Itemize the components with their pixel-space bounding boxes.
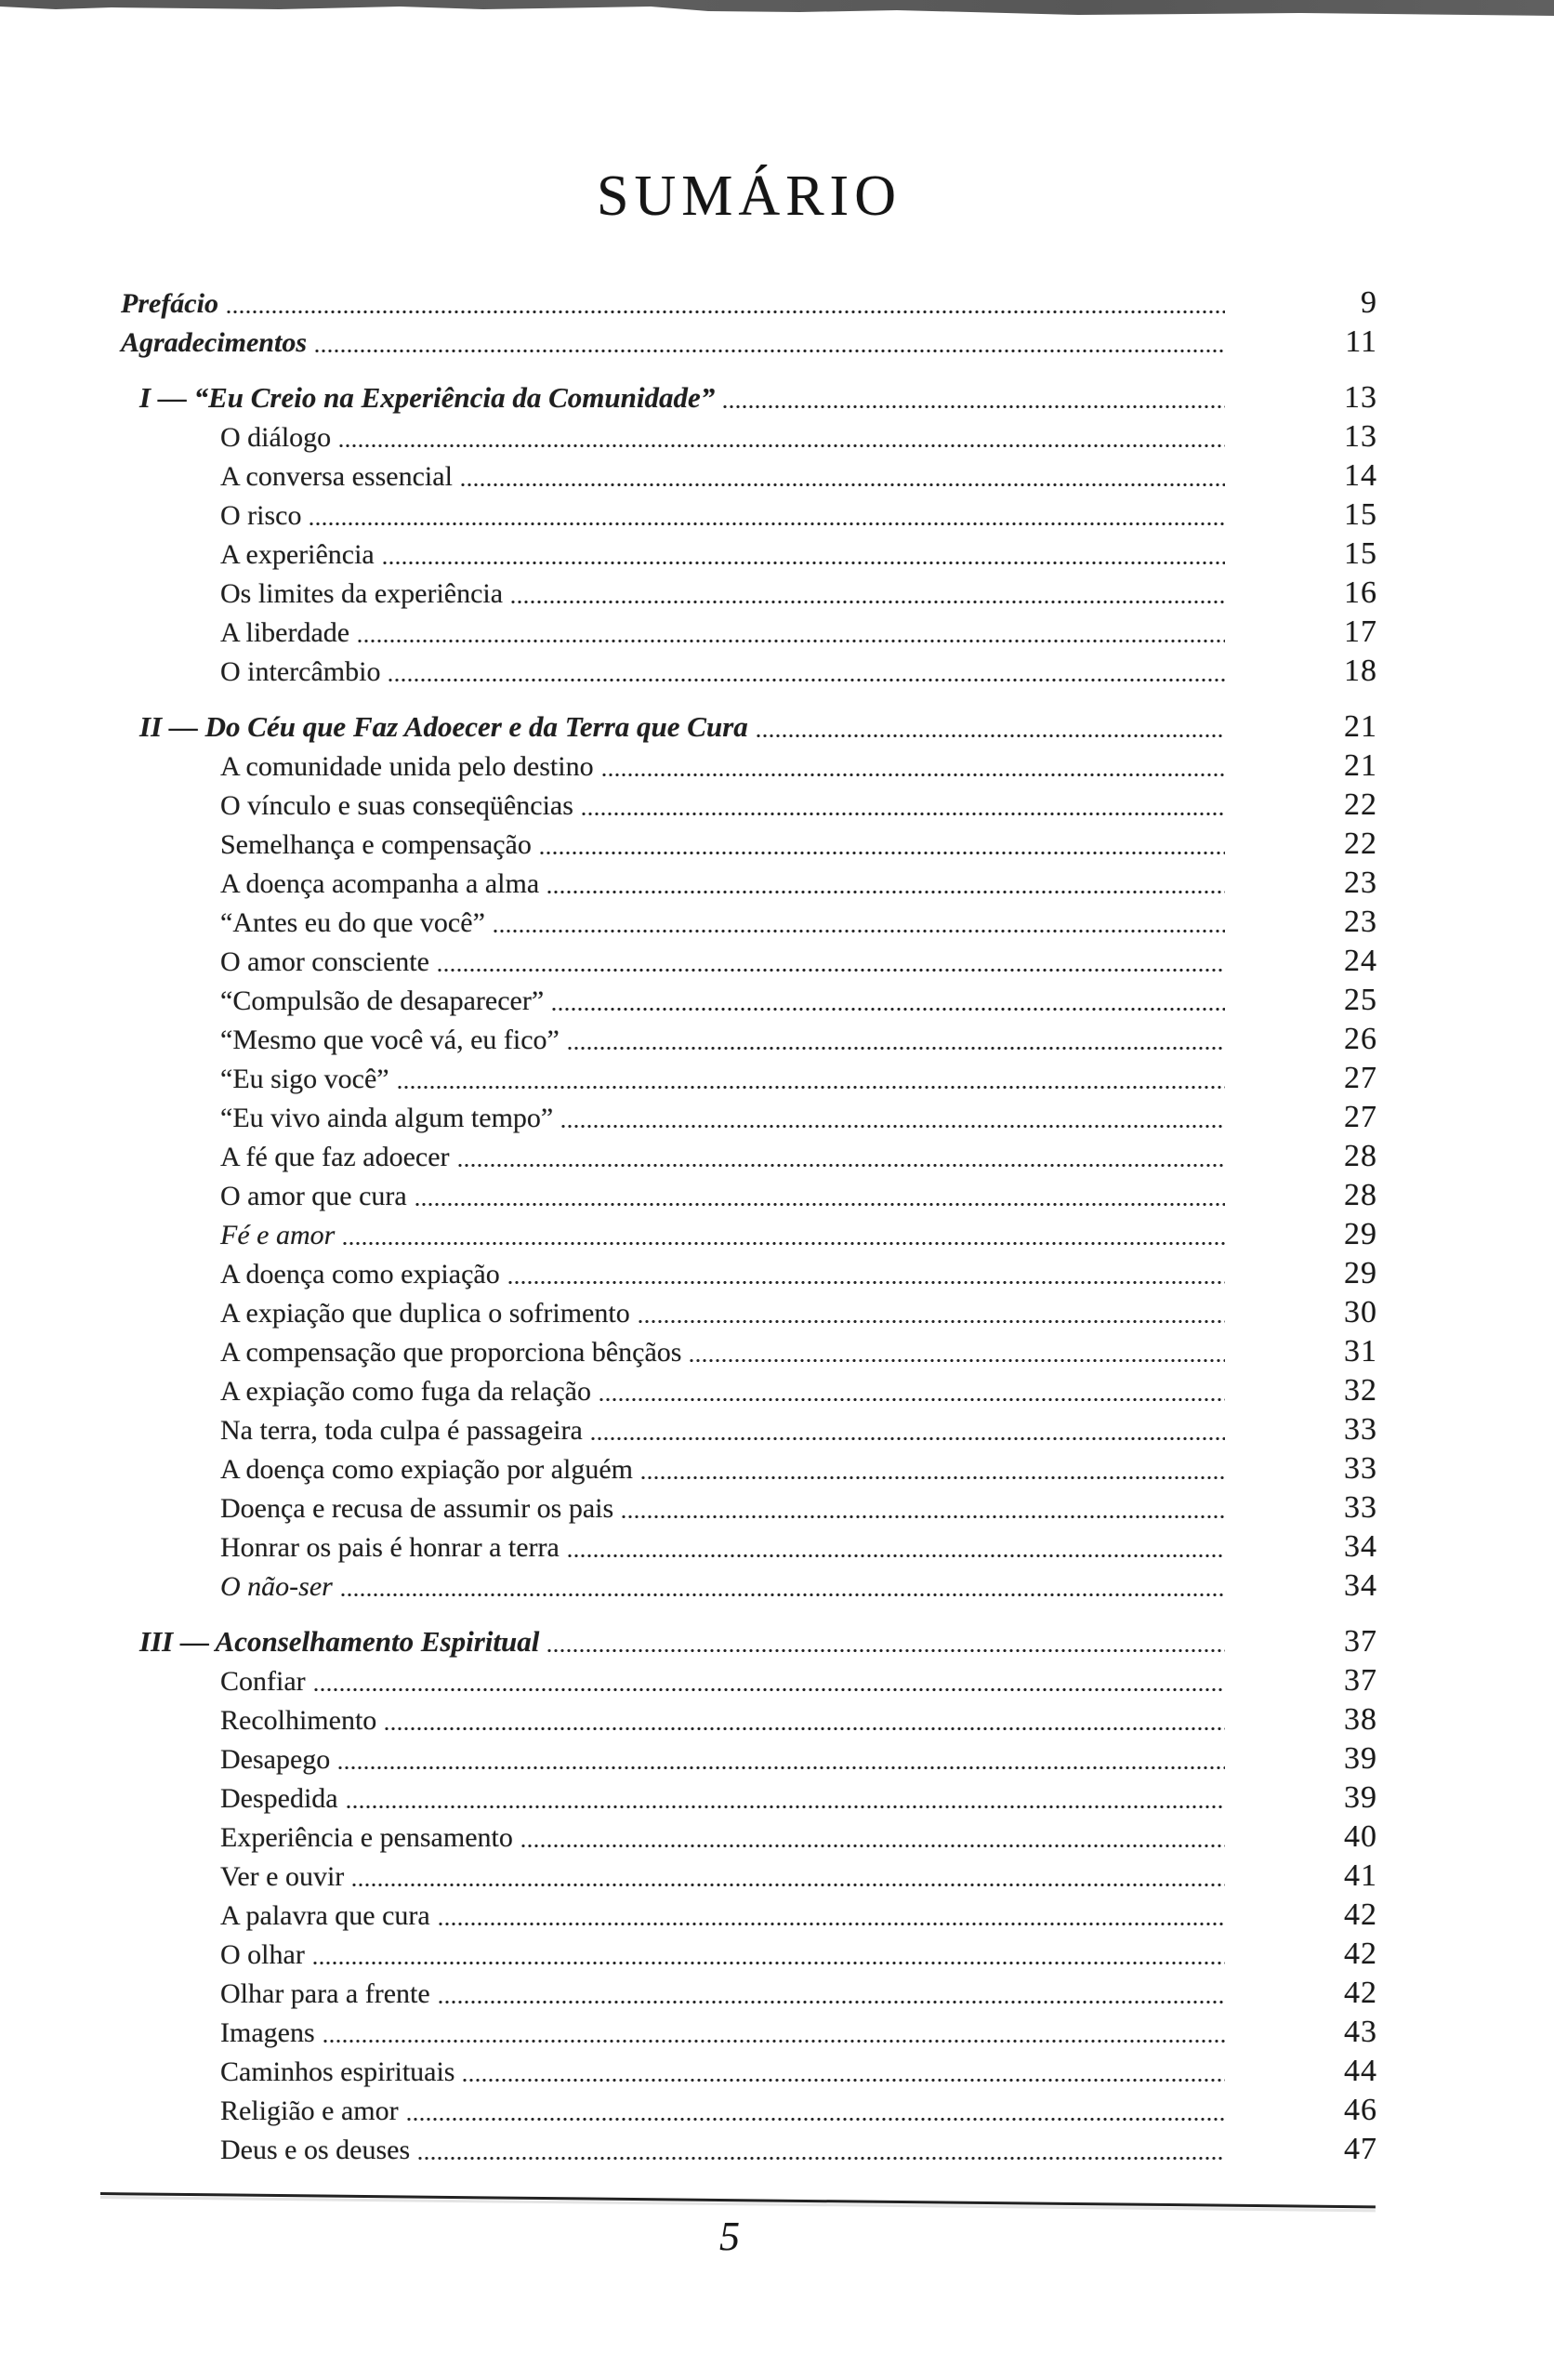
- toc-entry-label: A compensação que proporciona bênçãos: [220, 1337, 682, 1368]
- dot-leader: [383, 562, 1225, 564]
- dot-leader: [347, 1805, 1225, 1808]
- toc-entry-page: 47: [1344, 2132, 1377, 2166]
- toc-entry-page: 33: [1344, 1451, 1377, 1486]
- toc-entry-page: 22: [1344, 787, 1377, 822]
- toc-entry-label: O diálogo: [220, 422, 332, 453]
- toc-entry: [0, 981, 1377, 1020]
- dot-leader: [341, 1593, 1225, 1596]
- dot-leader: [388, 679, 1225, 681]
- toc-entry-page: 29: [1344, 1256, 1377, 1290]
- toc-section-heading: [0, 378, 1377, 417]
- toc-entry-page: 27: [1344, 1061, 1377, 1095]
- toc-entry-page: 39: [1344, 1741, 1377, 1776]
- toc-entry-page: 23: [1344, 866, 1377, 900]
- toc-entry: [0, 2052, 1377, 2091]
- toc-entry-page: 15: [1344, 497, 1377, 532]
- dot-leader: [438, 969, 1225, 972]
- dot-leader: [439, 2001, 1225, 2003]
- toc-entry: [0, 786, 1377, 825]
- toc-entry-page: 29: [1344, 1217, 1377, 1251]
- dot-leader: [602, 774, 1225, 776]
- toc-entry-page: 26: [1344, 1022, 1377, 1056]
- toc-entry: [0, 747, 1377, 786]
- toc-entry-page: 21: [1344, 748, 1377, 783]
- toc-entry-label: A comunidade unida pelo destino: [220, 751, 594, 782]
- toc-entry: [0, 1818, 1377, 1857]
- toc-entry: [0, 1020, 1377, 1059]
- toc-entry-label: A experiência: [220, 539, 375, 570]
- toc-entry: [0, 1137, 1377, 1176]
- dot-leader: [521, 1844, 1225, 1847]
- toc-entry-label: A doença como expiação: [220, 1259, 500, 1289]
- toc-entry-label: A expiação que duplica o sofrimento: [220, 1298, 630, 1329]
- toc-entry: [0, 417, 1377, 456]
- toc-entry-label: III — Aconselhamento Espiritual: [139, 1625, 540, 1658]
- toc-entry-label: Semelhança e compensação: [220, 829, 532, 860]
- toc-entry: [0, 1778, 1377, 1818]
- toc-entry: [0, 1293, 1377, 1332]
- dot-leader: [568, 1047, 1225, 1050]
- dot-leader: [323, 2040, 1225, 2043]
- toc-entry: [0, 496, 1377, 535]
- toc-entry-label: A liberdade: [220, 617, 350, 648]
- toc-entry-page: 33: [1344, 1490, 1377, 1525]
- footer-rule: [100, 2192, 1376, 2208]
- dot-leader: [511, 601, 1225, 603]
- toc-entry-page: 24: [1344, 944, 1377, 978]
- toc-entry-label: Agradecimentos: [121, 327, 307, 358]
- dot-leader: [418, 2157, 1225, 2160]
- toc-entry-label: Imagens: [220, 2017, 315, 2048]
- toc-entry: [0, 323, 1377, 362]
- toc-entry: [0, 284, 1377, 323]
- toc-entry: [0, 1098, 1377, 1137]
- dot-leader: [622, 1515, 1225, 1518]
- toc-entry-label: Na terra, toda culpa é passageira: [220, 1415, 583, 1446]
- toc-entry-page: 23: [1344, 905, 1377, 939]
- toc-section-heading: [0, 707, 1377, 747]
- toc-entry-page: 14: [1344, 458, 1377, 493]
- toc-entry: [0, 903, 1377, 942]
- toc-entry-label: “Eu sigo você”: [220, 1064, 389, 1094]
- toc-entry-label: Prefácio: [121, 288, 218, 319]
- toc-entry-label: O vínculo e suas conseqüências: [220, 790, 573, 821]
- toc-entry-label: O amor que cura: [220, 1181, 407, 1211]
- dot-leader: [599, 1398, 1225, 1401]
- toc-entry-label: Olhar para a frente: [220, 1978, 430, 2009]
- toc-entry-label: Doença e recusa de assumir os pais: [220, 1493, 614, 1524]
- toc-entry: [0, 2013, 1377, 2052]
- toc-entry-page: 43: [1344, 2015, 1377, 2049]
- toc-entry-label: O olhar: [220, 1939, 305, 1970]
- dot-leader: [508, 1281, 1225, 1284]
- dot-leader: [582, 813, 1225, 815]
- dot-leader: [309, 522, 1225, 525]
- toc-entry-page: 34: [1344, 1568, 1377, 1603]
- toc-entry: [0, 2130, 1377, 2169]
- toc-entry-label: II — Do Céu que Faz Adoecer e da Terra que Cura: [139, 710, 748, 743]
- toc-entry: [0, 942, 1377, 981]
- toc-entry-page: 34: [1344, 1529, 1377, 1564]
- toc-entry-page: 46: [1344, 2093, 1377, 2127]
- toc-entry-page: 32: [1344, 1373, 1377, 1408]
- toc-entry-label: “Compulsão de desaparecer”: [220, 985, 545, 1016]
- dot-leader: [415, 1203, 1225, 1206]
- toc-entry-page: 13: [1344, 380, 1377, 415]
- toc-entry: [0, 1371, 1377, 1410]
- toc-entry-label: Fé e amor: [220, 1220, 336, 1250]
- dot-leader: [552, 1008, 1225, 1011]
- dot-leader: [461, 483, 1225, 486]
- dot-leader: [458, 1164, 1225, 1167]
- toc-entry-page: 22: [1344, 826, 1377, 861]
- toc-entry-page: 16: [1344, 575, 1377, 610]
- toc-entry-label: Recolhimento: [220, 1705, 377, 1736]
- toc-entry-page: 40: [1344, 1819, 1377, 1854]
- dot-leader: [352, 1884, 1225, 1886]
- dot-leader: [385, 1727, 1225, 1730]
- toc-entry-page: 9: [1361, 285, 1377, 320]
- dot-leader: [561, 1125, 1225, 1128]
- toc-entry-label: Confiar: [220, 1666, 306, 1697]
- toc-entry-page: 37: [1344, 1663, 1377, 1698]
- toc-entry-page: 30: [1344, 1295, 1377, 1329]
- dot-leader: [591, 1437, 1225, 1440]
- dot-leader: [314, 1688, 1225, 1691]
- toc-entry-page: 28: [1344, 1139, 1377, 1173]
- toc-entry-label: O amor consciente: [220, 946, 429, 977]
- dot-leader: [547, 1649, 1225, 1652]
- toc-entry: [0, 1974, 1377, 2013]
- toc-entry: [0, 825, 1377, 864]
- toc-entry: [0, 535, 1377, 574]
- toc-entry-page: 42: [1344, 1937, 1377, 1971]
- toc-entry-label: “Antes eu do que você”: [220, 907, 485, 938]
- dot-leader: [398, 1086, 1225, 1089]
- toc-entry: [0, 1410, 1377, 1449]
- toc-entry-label: “Mesmo que você vá, eu fico”: [220, 1025, 560, 1055]
- page-title: SUMÁRIO: [597, 165, 902, 228]
- toc-entry: [0, 1700, 1377, 1739]
- toc-entry-page: 41: [1344, 1858, 1377, 1893]
- toc-entry-label: Ver e ouvir: [220, 1861, 345, 1892]
- toc-entry-label: Desapego: [220, 1744, 331, 1775]
- toc-entry: [0, 1739, 1377, 1778]
- dot-leader: [315, 350, 1225, 352]
- toc-entry-page: 21: [1344, 709, 1377, 744]
- toc-entry: [0, 2091, 1377, 2130]
- toc-entry-label: Caminhos espirituais: [220, 2056, 455, 2087]
- dot-leader: [313, 1962, 1225, 1964]
- toc: [0, 284, 1554, 2169]
- toc-entry: [0, 1215, 1377, 1254]
- dot-leader: [339, 444, 1225, 447]
- dot-leader: [568, 1554, 1225, 1557]
- toc-entry: [0, 574, 1377, 613]
- dot-leader: [639, 1320, 1225, 1323]
- toc-entry-label: A doença acompanha a alma: [220, 868, 540, 899]
- toc-entry-page: 28: [1344, 1178, 1377, 1212]
- toc-entry: [0, 864, 1377, 903]
- toc-entry-page: 31: [1344, 1334, 1377, 1368]
- toc-entry-page: 33: [1344, 1412, 1377, 1447]
- toc-entry-label: Deus e os deuses: [220, 2135, 411, 2165]
- toc-entry-label: O risco: [220, 500, 302, 531]
- toc-entry: [0, 456, 1377, 496]
- dot-leader: [641, 1476, 1225, 1479]
- dot-leader: [463, 2079, 1225, 2082]
- toc-entry: [0, 1254, 1377, 1293]
- dot-leader: [358, 640, 1225, 642]
- toc-entry: [0, 1567, 1377, 1606]
- toc-entry-page: 17: [1344, 615, 1377, 649]
- dot-leader: [407, 2118, 1225, 2121]
- toc-entry-label: “Eu vivo ainda algum tempo”: [220, 1103, 554, 1133]
- dot-leader: [343, 1242, 1225, 1245]
- toc-entry-label: Os limites da experiência: [220, 578, 504, 609]
- toc-entry-label: A palavra que cura: [220, 1900, 430, 1931]
- dot-leader: [494, 930, 1225, 932]
- toc-entry-label: A conversa essencial: [220, 461, 453, 492]
- toc-entry-label: Experiência e pensamento: [220, 1822, 513, 1853]
- toc-entry-page: 39: [1344, 1780, 1377, 1815]
- toc-entry: [0, 1449, 1377, 1488]
- toc-entry-page: 15: [1344, 536, 1377, 571]
- toc-entry-page: 38: [1344, 1702, 1377, 1737]
- toc-entry: [0, 652, 1377, 691]
- toc-entry-page: 37: [1344, 1624, 1377, 1659]
- dot-leader: [757, 734, 1225, 737]
- dot-leader: [547, 891, 1225, 893]
- toc-entry-page: 44: [1344, 2054, 1377, 2088]
- toc-entry-label: O não-ser: [220, 1571, 333, 1602]
- toc-entry-label: A fé que faz adoecer: [220, 1142, 450, 1172]
- toc-entry-label: Honrar os pais é honrar a terra: [220, 1532, 560, 1563]
- toc-entry-page: 25: [1344, 983, 1377, 1017]
- toc-entry-page: 18: [1344, 654, 1377, 688]
- toc-entry: [0, 1332, 1377, 1371]
- toc-entry: [0, 1527, 1377, 1567]
- dot-leader: [227, 311, 1225, 313]
- toc-entry-page: 13: [1344, 419, 1377, 454]
- toc-entry: [0, 1896, 1377, 1935]
- toc-entry-label: I — “Eu Creio na Experiência da Comunidade”: [139, 381, 716, 414]
- toc-entry: [0, 1935, 1377, 1974]
- dot-leader: [723, 405, 1225, 408]
- toc-entry-label: Despedida: [220, 1783, 338, 1814]
- toc-entry: [0, 1661, 1377, 1700]
- toc-entry: [0, 1857, 1377, 1896]
- toc-entry-label: O intercâmbio: [220, 656, 381, 687]
- toc-entry-page: 11: [1345, 324, 1377, 359]
- toc-entry-page: 42: [1344, 1976, 1377, 2010]
- toc-entry: [0, 1059, 1377, 1098]
- dot-leader: [690, 1359, 1225, 1362]
- dot-leader: [540, 852, 1225, 854]
- toc-entry-label: Religião e amor: [220, 2096, 399, 2126]
- footer-page-number: 5: [719, 2214, 740, 2259]
- dot-leader: [338, 1766, 1225, 1769]
- toc-entry-page: 27: [1344, 1100, 1377, 1134]
- dot-leader: [439, 1923, 1225, 1925]
- toc-section-heading: [0, 1622, 1377, 1661]
- toc-entry: [0, 1488, 1377, 1527]
- toc-entry-page: 42: [1344, 1897, 1377, 1932]
- toc-entry: [0, 613, 1377, 652]
- toc-entry-label: A doença como expiação por alguém: [220, 1454, 633, 1485]
- scan-edge-band: [0, 0, 1554, 19]
- toc-entry-label: A expiação como fuga da relação: [220, 1376, 591, 1407]
- toc-entry: [0, 1176, 1377, 1215]
